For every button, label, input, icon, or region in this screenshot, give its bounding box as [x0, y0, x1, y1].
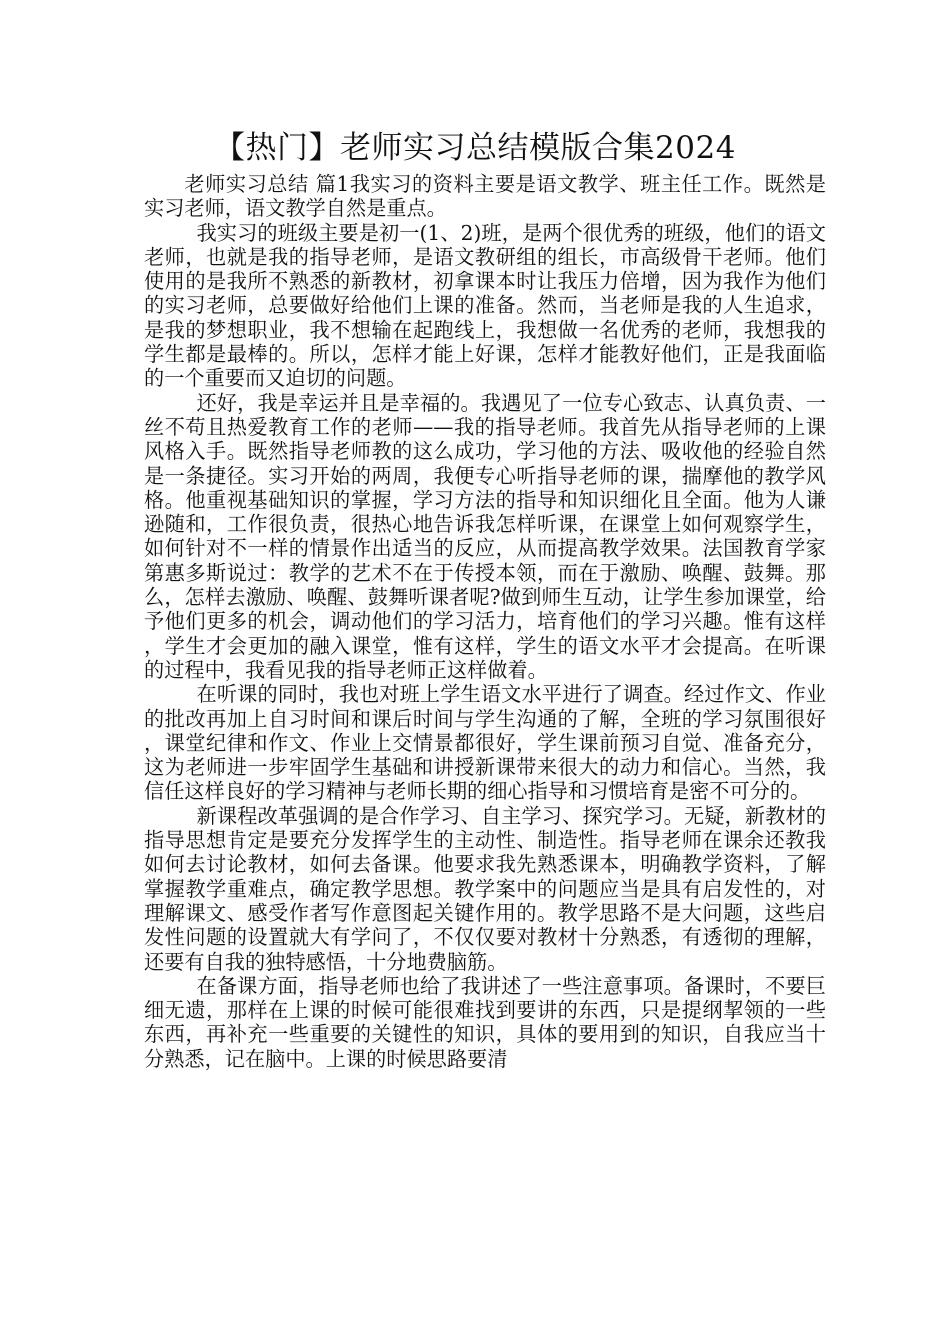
paragraph: 老师实习总结 篇1我实习的资料主要是语文教学、班主任工作。既然是实习老师，语文教学自然是重点。 [144, 172, 826, 221]
paragraph: 在备课方面，指导老师也给了我讲述了一些注意事项。备课时，不要巨细无遗，那样在上课的时候可能很难找到要讲的东西，只是提纲挈领的一些东西，再补充一些重要的关键性的知识，具体的要用到的知识，自我应当十分熟悉，记在脑中。上课的时候思路要清 [144, 973, 826, 1071]
paragraph: 在听课的同时，我也对班上学生语文水平进行了调查。经过作文、作业的批改再加上自习时间和课后时间与学生沟通的了解，全班的学习氛围很好，课堂纪律和作文、作业上交情景都很好，学生课前预习自觉、准备充分，这为老师进一步牢固学生基础和讲授新课带来很大的动力和信心。当然，我信任这样良好的学习精神与老师长期的细心指导和习惯培育是密不可分的。 [144, 682, 826, 804]
page-title: 【热门】老师实习总结模版合集2024 [214, 130, 736, 166]
paragraph: 我实习的班级主要是初一(1、2)班，是两个很优秀的班级，他们的语文老师，也就是我的指导老师，是语文教研组的组长，市高级骨干老师。他们使用的是我所不熟悉的新教材，初拿课本时让我压力倍增，因为我作为他们的实习老师，总要做好给他们上课的准备。然而，当老师是我的人生追求，是我的梦想职业，我不想输在起跑线上，我想做一名优秀的老师，我想我的学生都是最棒的。所以，怎样才能上好课，怎样才能教好他们，正是我面临的一个重要而又迫切的问题。 [144, 220, 826, 391]
paragraph: 还好，我是幸运并且是幸福的。我遇见了一位专心致志、认真负责、一丝不苟且热爱教育工作的老师——我的指导老师。我首先从指导老师的上课风格入手。既然指导老师教的这么成功，学习他的方法、吸收他的经验自然是一条捷径。实习开始的两周，我便专心听指导老师的课，揣摩他的教学风格。他重视基础知识的掌握，学习方法的指导和知识细化且全面。他为人谦逊随和，工作很负责，很热心地告诉我怎样听课，在课堂上如何观察学生，如何针对不一样的情景作出适当的反应，从而提高教学效果。法国教育学家第惠多斯说过：教学的艺术不在于传授本领，而在于激励、唤醒、鼓舞。那么，怎样去激励、唤醒、鼓舞听课者呢?做到师生互动，让学生参加课堂，给予他们更多的机会，调动他们的学习活力，培育他们的学习兴趣。惟有这样，学生才会更加的融入课堂，惟有这样，学生的语文水平才会提高。在听课的过程中，我看见我的指导老师正这样做着。 [144, 390, 826, 682]
paragraph: 新课程改革强调的是合作学习、自主学习、探究学习。无疑，新教材的指导思想肯定是要充分发挥学生的主动性、制造性。指导老师在课余还教我如何去讨论教材，如何去备课。他要求我先熟悉课本，明确教学资料，了解掌握教学重难点，确定教学思想。教学案中的问题应当是具有启发性的，对理解课文、感受作者写作意图起关键作用的。教学思路不是大问题，这些启发性问题的设置就大有学问了，不仅仅要对教材十分熟悉，有透彻的理解，还要有自我的独特感悟，十分地费脑筋。 [144, 803, 826, 974]
document-body [144, 172, 826, 1071]
